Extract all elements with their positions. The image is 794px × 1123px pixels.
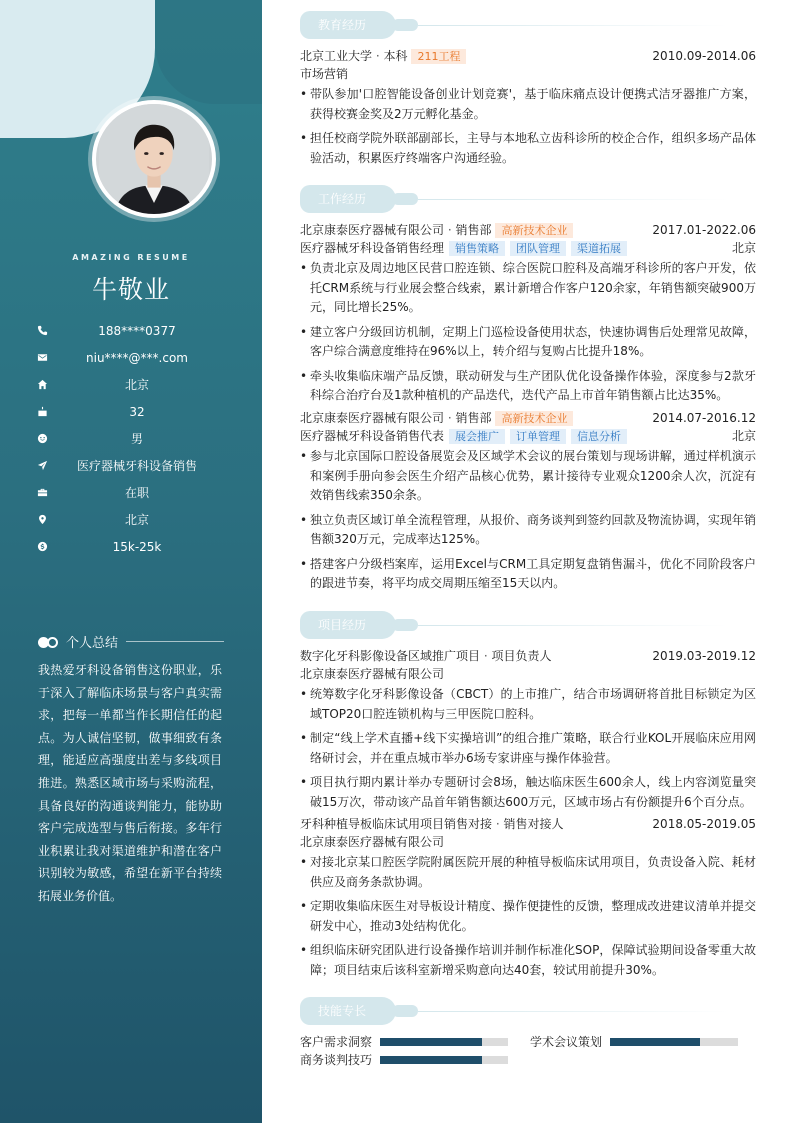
profile-photo	[96, 104, 212, 214]
job-role-row	[300, 239, 756, 257]
info-row-phone	[36, 317, 236, 344]
work-entry	[300, 409, 756, 599]
job-dates: 2014.07-2016.12	[652, 411, 756, 425]
divider	[418, 1011, 728, 1012]
department: 销售部	[455, 411, 492, 425]
gender-value: 男	[130, 432, 143, 446]
school-name: 北京工业大学	[300, 49, 373, 63]
target-city-value: 北京	[124, 513, 149, 527]
project-bullets	[300, 853, 756, 980]
smiley-icon	[36, 433, 48, 445]
skill-bar-fill	[380, 1038, 482, 1046]
skill-tag: 团队管理	[510, 241, 566, 256]
list-item: • 统筹数字化牙科影像设备（CBCT）的上市推广，结合市场调研将首批目标锁定为区域TOP20口腔连锁机构与三甲医院口腔科。	[300, 685, 756, 724]
info-row-status	[36, 479, 236, 506]
summary-text: 我热爱牙科设备销售这份职业，乐于深入了解临床场景与客户真实需求，把每一单都当作长期信任的起点。为人诚信坚韧，做事细致有条理，能适应高强度出差与多线项目推进。熟悉区域市场与采购流程，具备良好的沟通谈判能力，能协助客户完成选型与售后衔接。多年行业积累让我对渠道维护和潜在客户识别较为敏感，希望在新平台持续拓展业务价值。	[38, 663, 222, 903]
project-dates: 2019.03-2019.12	[652, 649, 756, 663]
project-org: 北京康泰医疗器械有限公司	[300, 667, 445, 681]
avatar	[92, 100, 216, 218]
person-portrait-icon	[96, 104, 212, 214]
company-name: 北京康泰医疗器械有限公司	[300, 223, 445, 237]
summary-title: 个人总结	[66, 636, 119, 651]
list-item: • 担任校商学院外联部副部长，主导与本地私立齿科诊所的校企合作，组织多场产品体验活动，积累医疗终端客户沟通经验。	[300, 129, 756, 168]
sidebar	[0, 0, 262, 1123]
age-value: 32	[129, 404, 145, 419]
section-header-education	[300, 11, 756, 39]
section-title: 项目经历	[300, 611, 396, 639]
job-dates: 2017.01-2022.06	[652, 223, 756, 237]
briefcase-icon	[36, 487, 48, 499]
section-title: 工作经历	[300, 185, 396, 213]
info-row-gender	[36, 425, 236, 452]
major: 市场营销	[300, 67, 349, 81]
info-row-target-position	[36, 452, 236, 479]
skill-bar-fill	[380, 1056, 482, 1064]
location-pin-icon	[36, 514, 48, 526]
skill-label: 客户需求洞察	[300, 1035, 373, 1049]
skill-item	[530, 1033, 602, 1051]
project-bullets	[300, 685, 756, 812]
home-icon	[36, 379, 48, 391]
target-position-value: 医疗器械牙科设备销售	[76, 459, 197, 473]
project-header-row: 牙科种植导板临床试用项目销售对接 · 销售对接人 2018.05-2019.05	[300, 817, 756, 831]
list-item: • 带队参加'口腔智能设备创业计划竞赛'，基于临床痛点设计便携式洁牙器推广方案，获得校赛金奖及2万元孵化基金。	[300, 85, 756, 124]
mail-icon	[36, 352, 48, 364]
divider	[418, 25, 728, 26]
list-item: • 独立负责区域订单全流程管理，从报价、商务谈判到签约回款及物流协调，实现年销售额320万元，完成率达125%。	[300, 511, 756, 550]
project-role: 项目负责人	[491, 649, 552, 663]
list-item: • 牵头收集临床端产品反馈，联动研发与生产团队优化设备操作体验，深度参与2款牙科综合治疗台及1款种植机的产品迭代，迭代产品上市首年销售额占比达35%。	[300, 367, 756, 406]
skill-bar-fill	[610, 1038, 700, 1046]
info-row-email	[36, 344, 236, 371]
job-city: 北京	[731, 241, 756, 255]
list-item: • 制定“线上学术直播+线下实操培训”的组合推广策略，联合行业KOL开展临床应用网络研讨会，并在重点城市举办6场专家讲座与操作体验营。	[300, 729, 756, 768]
skill-tag: 订单管理	[510, 429, 566, 444]
money-icon	[36, 541, 48, 553]
project-name: 数字化牙科影像设备区域推广项目	[300, 649, 481, 663]
project-org: 北京康泰医疗器械有限公司	[300, 835, 445, 849]
degree: 本科	[383, 49, 408, 63]
list-item: • 建立客户分级回访机制，定期上门巡检设备使用状态，快速协调售后处理常见故障，客户综合满意度维持在96%以上，转介绍与复购占比提升18%。	[300, 323, 756, 362]
section-header-projects	[300, 611, 756, 639]
phone-value: 188****0377	[98, 323, 176, 338]
job-role-row	[300, 427, 756, 445]
skill-tag: 渠道拓展	[571, 241, 627, 256]
info-row-salary	[36, 533, 236, 560]
cake-icon	[36, 406, 48, 418]
skill-bar	[610, 1038, 738, 1046]
job-bullets	[300, 259, 756, 406]
info-row-age	[36, 398, 236, 425]
job-role: 医疗器械牙科设备销售经理	[300, 241, 445, 255]
job-role: 医疗器械牙科设备销售代表	[300, 429, 445, 443]
divider	[126, 641, 224, 642]
education-entry	[300, 47, 756, 173]
decorative-shape	[155, 0, 262, 104]
list-item: • 搭建客户分级档案库，运用Excel与CRM工具定期复盘销售漏斗，优化不同阶段客户的跟进节奏，将平均成交周期压缩至15天以内。	[300, 555, 756, 594]
skill-tag: 销售策略	[449, 241, 505, 256]
resume-tagline: AMAZING RESUME	[72, 253, 190, 262]
education-header-row: 北京工业大学 · 本科 211工程 2010.09-2014.06	[300, 49, 756, 63]
list-item: • 负责北京及周边地区民营口腔连锁、综合医院口腔科及高端牙科诊所的客户开发，依托CRM系统与行业展会整合线索，累计新增合作客户120余家，年销售额突破900万元，同比增长25%。	[300, 259, 756, 318]
contact-info-list	[36, 317, 236, 560]
salary-value: 15k-25k	[112, 539, 162, 554]
skill-bar	[380, 1056, 508, 1064]
job-status-value: 在职	[124, 486, 149, 500]
education-dates: 2010.09-2014.06	[652, 49, 756, 63]
project-entry	[300, 815, 756, 985]
skill-item	[300, 1051, 372, 1069]
list-item: • 参与北京国际口腔设备展览会及区域学术会议的展台策划与现场讲解，通过样机演示和案例手册向参会医生介绍产品核心优势，累计接待专业观众1200余人次，沉淀有效销售线索350余条。	[300, 447, 756, 506]
divider	[418, 625, 728, 626]
info-row-home	[36, 371, 236, 398]
department: 销售部	[455, 223, 492, 237]
job-header-row: 北京康泰医疗器械有限公司 · 销售部 高新技术企业 2017.01-2022.06	[300, 223, 756, 237]
skill-tag: 信息分析	[571, 429, 627, 444]
list-item: • 定期收集临床医生对导板设计精度、操作便捷性的反馈，整理成改进建议清单并提交研发中心，推动3处结构优化。	[300, 897, 756, 936]
education-bullets	[300, 85, 756, 168]
skill-item	[300, 1033, 372, 1051]
list-item: • 项目执行期内累计举办专题研讨会8场，触达临床医生600余人，线上内容浏览量突破15万次，带动该产品首年销售额达600万元，区域市场占有份额提升6个百分点。	[300, 773, 756, 812]
school-tag: 211工程	[411, 49, 466, 64]
project-header-row: 数字化牙科影像设备区域推广项目 · 项目负责人 2019.03-2019.12	[300, 649, 756, 663]
job-city: 北京	[731, 429, 756, 443]
skill-bar	[380, 1038, 508, 1046]
divider	[418, 199, 728, 200]
summary-heading	[38, 632, 224, 651]
section-title: 技能专长	[300, 997, 396, 1025]
project-dates: 2018.05-2019.05	[652, 817, 756, 831]
job-bullets	[300, 447, 756, 594]
work-entry	[300, 221, 756, 411]
job-header-row: 北京康泰医疗器械有限公司 · 销售部 高新技术企业 2014.07-2016.12	[300, 411, 756, 425]
info-row-location	[36, 506, 236, 533]
section-title: 教育经历	[300, 11, 396, 39]
project-name: 牙科种植导板临床试用项目销售对接	[300, 817, 493, 831]
send-icon	[36, 460, 48, 472]
list-item: • 对接北京某口腔医学院附属医院开展的种植导板临床试用项目，负责设备入院、耗材供应及商务条款协调。	[300, 853, 756, 892]
phone-icon	[36, 325, 48, 337]
skill-label: 商务谈判技巧	[300, 1053, 373, 1067]
skill-label: 学术会议策划	[530, 1035, 603, 1049]
home-city-value: 北京	[124, 378, 149, 392]
bullet-dots-icon	[38, 636, 58, 648]
section-header-work	[300, 185, 756, 213]
company-tag: 高新技术企业	[495, 411, 573, 426]
email-value: niu****@***.com	[86, 350, 188, 365]
section-header-skills	[300, 997, 756, 1025]
skill-tag: 展会推广	[449, 429, 505, 444]
project-role: 销售对接人	[503, 817, 564, 831]
project-entry	[300, 647, 756, 817]
company-name: 北京康泰医疗器械有限公司	[300, 411, 445, 425]
list-item: • 组织临床研究团队进行设备操作培训并制作标准化SOP，保障试验期间设备零重大故障；项目结束后该科室新增采购意向达40套，较试用前提升30%。	[300, 941, 756, 980]
person-name: 牛敬业	[91, 275, 170, 304]
company-tag: 高新技术企业	[495, 223, 573, 238]
